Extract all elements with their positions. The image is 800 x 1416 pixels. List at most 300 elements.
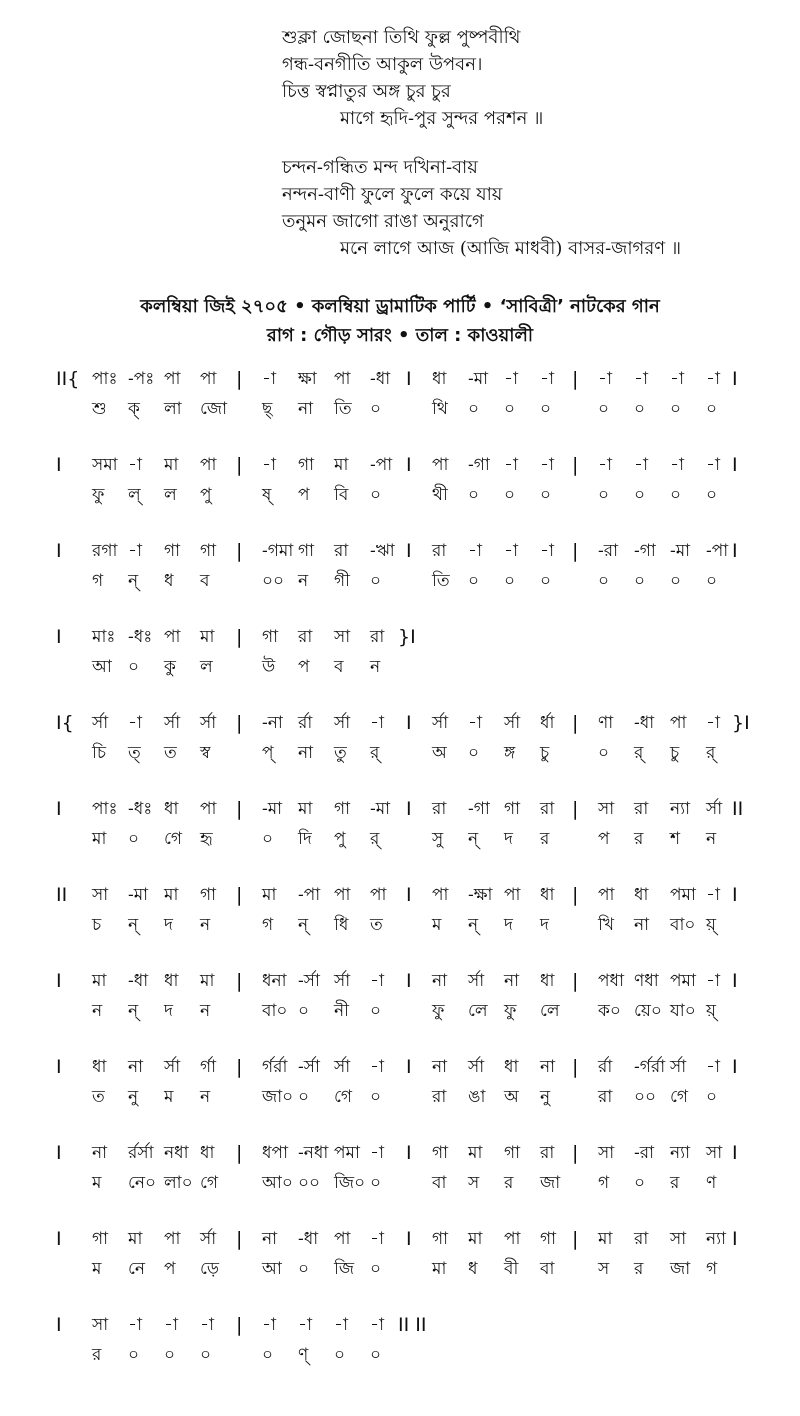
swara-note: -পঃ bbox=[128, 369, 155, 389]
bar-line: | bbox=[236, 1314, 243, 1336]
lyric-syllable: ল bbox=[200, 657, 213, 677]
bar-line-open: I bbox=[56, 1314, 62, 1336]
swara-note: -পা bbox=[706, 541, 729, 561]
bar-line: | bbox=[572, 884, 579, 906]
swara-note: -া bbox=[670, 369, 684, 389]
lyric-syllable: থী bbox=[432, 485, 448, 505]
lyric-syllable: জা bbox=[540, 1173, 561, 1193]
swara-note: -া bbox=[504, 369, 518, 389]
lyric-syllable: ন্ bbox=[468, 915, 479, 935]
swara-note: মা bbox=[92, 971, 107, 991]
swara-note: ধা bbox=[504, 1057, 519, 1077]
lyric-syllable: গে bbox=[164, 829, 183, 849]
lyric-syllable: ০ bbox=[128, 829, 140, 849]
swara-note: না bbox=[262, 1229, 278, 1249]
raga-tala-info: রাগ : গৌড় সারং • তাল : কাওয়ালী bbox=[266, 325, 534, 346]
lyric-syllable: ০ bbox=[706, 399, 718, 419]
lyric-syllable: ন bbox=[200, 915, 211, 935]
bar-line: I bbox=[406, 798, 412, 820]
lyric-syllable: জি bbox=[334, 1259, 355, 1279]
swara-note: -া bbox=[370, 1229, 384, 1249]
swara-note: র্রর্সা bbox=[128, 1143, 154, 1163]
swara-note: -া bbox=[370, 971, 384, 991]
notation-row bbox=[0, 1056, 800, 1116]
swara-note: -া bbox=[540, 369, 554, 389]
swara-note: র্ধা bbox=[540, 713, 555, 733]
swara-note: পমা bbox=[334, 1143, 360, 1163]
lyric-syllable: গী bbox=[334, 571, 351, 591]
swara-note: ন্যা bbox=[670, 1143, 691, 1163]
bar-line-close: I bbox=[732, 970, 738, 992]
lyric-syllable: নে০ bbox=[128, 1173, 157, 1193]
lyric-syllable: না bbox=[634, 915, 650, 935]
lyric-syllable: ০ bbox=[468, 743, 480, 763]
song-info-header bbox=[0, 292, 800, 350]
swara-note: র্রা bbox=[298, 713, 313, 733]
lyric-syllable: ০ bbox=[298, 1259, 310, 1279]
swara-note: ধনা bbox=[262, 971, 287, 991]
bar-line-open: I bbox=[56, 454, 62, 476]
record-info: কলম্বিয়া জিই ২৭০৫ • কলম্বিয়া ড্রামাটিক পার্টি • ‘সাবিত্রী’ নাটকের গান bbox=[140, 296, 660, 317]
bar-line-close: I bbox=[732, 1056, 738, 1078]
lyrics-line: চিত্ত স্বপ্নাতুর অঙ্গ চুর চুর bbox=[282, 81, 451, 102]
bar-line-open: I bbox=[56, 1142, 62, 1164]
bar-line: I bbox=[406, 1228, 412, 1250]
lyric-syllable: অ bbox=[504, 1087, 519, 1107]
swara-note: গা bbox=[504, 799, 521, 819]
bar-line-close: II II bbox=[398, 1314, 427, 1336]
swara-note: গা bbox=[334, 799, 351, 819]
swara-note: মা bbox=[128, 1229, 143, 1249]
swara-note: গা bbox=[262, 627, 279, 647]
swara-note: পা bbox=[432, 455, 449, 475]
lyric-syllable: জো bbox=[200, 399, 228, 419]
swara-note: না bbox=[432, 971, 448, 991]
lyric-syllable: দ bbox=[164, 915, 173, 935]
swara-note: -ধঃ bbox=[128, 799, 153, 819]
swara-note: ধা bbox=[164, 971, 179, 991]
swara-note: -া bbox=[370, 1143, 384, 1163]
lyric-syllable: নী bbox=[334, 1001, 350, 1021]
swara-note: না bbox=[432, 1057, 448, 1077]
lyric-syllable: তু bbox=[334, 743, 347, 763]
lyric-syllable: ০ bbox=[370, 485, 382, 505]
bar-line: | bbox=[572, 368, 579, 390]
lyrics-stanza-1 bbox=[282, 24, 762, 132]
lyric-syllable: ০ bbox=[540, 485, 552, 505]
lyric-syllable: ০ bbox=[598, 485, 610, 505]
lyric-syllable: র্ bbox=[370, 743, 380, 763]
lyric-syllable: র bbox=[92, 1345, 102, 1365]
swara-note: রগা bbox=[92, 541, 118, 561]
swara-note: রা bbox=[634, 799, 649, 819]
lyric-syllable: পু bbox=[334, 829, 346, 849]
swara-note: র্সা bbox=[334, 1057, 351, 1077]
lyric-syllable: গ bbox=[92, 571, 104, 591]
bar-line: I bbox=[406, 970, 412, 992]
swara-note: -া bbox=[598, 369, 612, 389]
bar-line-close: I bbox=[732, 368, 738, 390]
lyric-syllable: বা০ bbox=[670, 915, 696, 935]
lyric-syllable: ক্ bbox=[128, 399, 140, 419]
swara-note: পা bbox=[670, 713, 687, 733]
lyric-syllable: ০ bbox=[334, 1345, 346, 1365]
swara-note: গা bbox=[540, 1229, 557, 1249]
swara-note: র্সা bbox=[200, 713, 217, 733]
lyric-syllable: ন bbox=[298, 571, 309, 591]
swara-note: -ধঃ bbox=[128, 627, 153, 647]
notation-row bbox=[0, 884, 800, 944]
lyric-syllable: ড়ে bbox=[200, 1259, 220, 1279]
lyric-syllable: য়্ bbox=[706, 915, 717, 935]
swara-note: -মা bbox=[128, 885, 149, 905]
bar-line-open: I bbox=[56, 1228, 62, 1250]
swara-note: রা bbox=[540, 1143, 555, 1163]
lyric-syllable: ০ bbox=[598, 399, 610, 419]
swara-note: -া bbox=[128, 713, 142, 733]
lyric-syllable: য়ে০ bbox=[634, 1001, 662, 1021]
lyric-syllable: গ bbox=[598, 1173, 610, 1193]
lyric-syllable: ০ bbox=[262, 829, 274, 849]
lyric-syllable: ন bbox=[370, 657, 381, 677]
lyric-syllable: যা০ bbox=[670, 1001, 696, 1021]
swara-note: -ধা bbox=[634, 713, 655, 733]
swara-note: গা bbox=[164, 541, 181, 561]
bar-line: | bbox=[236, 798, 243, 820]
notation-row bbox=[0, 454, 800, 514]
swara-note: -া bbox=[370, 1315, 384, 1335]
swara-note: -া bbox=[370, 713, 384, 733]
swara-note: পা bbox=[200, 369, 217, 389]
lyric-syllable: চু bbox=[540, 743, 550, 763]
lyric-syllable: ণ্ bbox=[298, 1345, 309, 1365]
lyric-syllable: নে bbox=[128, 1259, 146, 1279]
lyric-syllable: ০ bbox=[370, 1173, 382, 1193]
swara-note: -া bbox=[504, 455, 518, 475]
swara-note: ন্যা bbox=[706, 1229, 727, 1249]
lyric-syllable: র্ bbox=[706, 743, 716, 763]
lyric-syllable: র bbox=[540, 829, 550, 849]
lyric-syllable: খি bbox=[598, 915, 615, 935]
swara-note: পা bbox=[370, 885, 387, 905]
swara-note: মা bbox=[468, 1229, 483, 1249]
swara-note: ধা bbox=[92, 1057, 107, 1077]
swara-note: -া bbox=[540, 455, 554, 475]
lyric-syllable: ল্ bbox=[128, 485, 141, 505]
notation-row bbox=[0, 798, 800, 858]
lyric-syllable: ষ্ bbox=[262, 485, 272, 505]
lyric-syllable: প bbox=[164, 1259, 176, 1279]
swara-note: র্সা bbox=[164, 713, 181, 733]
lyric-syllable: প bbox=[598, 829, 610, 849]
lyric-syllable: ত bbox=[370, 915, 383, 935]
bar-line: I bbox=[406, 368, 412, 390]
swara-note: ণা bbox=[598, 713, 614, 733]
bar-line: | bbox=[236, 970, 243, 992]
lyric-syllable: ০ bbox=[634, 485, 646, 505]
lyric-syllable: র bbox=[504, 1173, 514, 1193]
swara-note: -মা bbox=[468, 369, 489, 389]
swara-note: ধা bbox=[540, 971, 555, 991]
lyric-syllable: লা০ bbox=[164, 1173, 193, 1193]
lyrics-line: মনে লাগে আজ (আজি মাধবী) বাসর-জাগরণ ॥ bbox=[340, 238, 682, 259]
bar-line: | bbox=[236, 368, 243, 390]
bar-line: | bbox=[572, 1142, 579, 1164]
swara-note: র্সা bbox=[468, 1057, 485, 1077]
lyric-syllable: ঙা bbox=[468, 1087, 486, 1107]
swara-note: পা bbox=[334, 1229, 351, 1249]
lyric-syllable: ফু bbox=[432, 1001, 445, 1021]
lyric-syllable: ন্ bbox=[128, 1001, 139, 1021]
lyric-syllable: গ bbox=[706, 1259, 718, 1279]
swara-note: র্সা bbox=[164, 1057, 181, 1077]
swara-note: মা bbox=[200, 627, 215, 647]
swara-note: পমা bbox=[670, 971, 696, 991]
swara-note: রা bbox=[298, 627, 313, 647]
swara-note: পা bbox=[200, 799, 217, 819]
lyric-syllable: ০ bbox=[298, 1087, 310, 1107]
swara-note: ক্ষা bbox=[298, 369, 317, 389]
lyrics-line: মাগে হৃদি-পুর সুন্দর পরশন ॥ bbox=[340, 108, 544, 129]
lyric-syllable: ন্ bbox=[298, 915, 309, 935]
bar-line: | bbox=[572, 454, 579, 476]
lyric-syllable: ত্ bbox=[128, 743, 141, 763]
lyric-syllable: ০ bbox=[370, 1087, 382, 1107]
swara-note: -গমা bbox=[262, 541, 294, 561]
swara-note: -া bbox=[164, 1315, 178, 1335]
notation-row bbox=[0, 1142, 800, 1202]
swara-note: পা bbox=[598, 885, 615, 905]
swara-note: পা bbox=[334, 885, 351, 905]
bar-line: | bbox=[236, 884, 243, 906]
swara-note: গা bbox=[200, 541, 217, 561]
swara-note: -া bbox=[468, 541, 482, 561]
lyric-syllable: রা bbox=[598, 1087, 613, 1107]
bar-line: | bbox=[236, 712, 243, 734]
swara-note: পাঃ bbox=[92, 799, 118, 819]
swara-note: র্সা bbox=[432, 713, 449, 733]
swara-note: গা bbox=[504, 1143, 521, 1163]
swara-note: মা bbox=[334, 455, 349, 475]
swara-note: ণধা bbox=[634, 971, 659, 991]
lyric-syllable: ০ bbox=[370, 1259, 382, 1279]
lyric-syllable: তি bbox=[432, 571, 450, 591]
swara-note: না bbox=[128, 1057, 144, 1077]
swara-note: ধা bbox=[634, 885, 649, 905]
lyric-syllable: ত bbox=[164, 743, 177, 763]
lyric-syllable: দি bbox=[298, 829, 312, 849]
swara-note: -না bbox=[262, 713, 283, 733]
swara-note: গা bbox=[432, 1229, 449, 1249]
lyric-syllable: চু bbox=[670, 743, 680, 763]
lyric-syllable: গে bbox=[200, 1173, 219, 1193]
swara-note: সমা bbox=[92, 455, 118, 475]
bar-line: I bbox=[406, 540, 412, 562]
lyric-syllable: না bbox=[298, 743, 314, 763]
lyric-syllable: ছ্ bbox=[262, 399, 273, 419]
lyric-syllable: ত bbox=[92, 1087, 105, 1107]
swara-note: পা bbox=[200, 455, 217, 475]
swara-note: -া bbox=[670, 455, 684, 475]
swara-note: সা bbox=[334, 627, 351, 647]
swara-note: র্সা bbox=[504, 713, 521, 733]
swara-note: মাঃ bbox=[92, 627, 116, 647]
lyric-syllable: উ bbox=[262, 657, 276, 677]
swara-note: -া bbox=[262, 455, 276, 475]
swara-note: -া bbox=[128, 1315, 142, 1335]
swara-note: র্গা bbox=[200, 1057, 217, 1077]
swara-note: -া bbox=[706, 971, 720, 991]
lyrics-line: তনুমন জাগো রাঙা অনুরাগে bbox=[282, 211, 484, 232]
swara-note: -া bbox=[706, 455, 720, 475]
bar-line-open: I bbox=[56, 1056, 62, 1078]
swara-note: র্সা bbox=[334, 971, 351, 991]
bar-line-close: I bbox=[732, 1142, 738, 1164]
lyric-syllable: ০ bbox=[634, 571, 646, 591]
lyric-syllable: ন bbox=[706, 829, 717, 849]
swara-note: গা bbox=[92, 1229, 109, 1249]
lyric-syllable: ন bbox=[92, 1001, 103, 1021]
swara-note: পা bbox=[164, 369, 181, 389]
notation-row bbox=[0, 1228, 800, 1288]
notation-row bbox=[0, 626, 800, 686]
swara-note: -া bbox=[706, 369, 720, 389]
swara-note: -র্সা bbox=[298, 971, 320, 991]
swara-note: র্সা bbox=[706, 799, 723, 819]
notation-row bbox=[0, 970, 800, 1030]
swara-note: -ধা bbox=[370, 369, 391, 389]
lyrics-line: চন্দন-গন্ধিত মন্দ দখিনা-বায় bbox=[282, 157, 478, 178]
lyric-syllable: ০ bbox=[504, 485, 516, 505]
lyric-syllable: দ bbox=[504, 829, 513, 849]
swara-note: মা bbox=[164, 455, 179, 475]
lyric-syllable: বী bbox=[504, 1259, 519, 1279]
lyric-syllable: চি bbox=[92, 743, 107, 763]
swara-note: রা bbox=[432, 541, 447, 561]
lyric-syllable: ০ bbox=[370, 571, 382, 591]
swara-note: -মা bbox=[670, 541, 691, 561]
lyric-syllable: মা bbox=[432, 1259, 447, 1279]
lyric-syllable: ক০ bbox=[598, 1001, 621, 1021]
lyric-syllable: দ bbox=[540, 915, 549, 935]
lyric-syllable: স bbox=[468, 1173, 480, 1193]
swara-note: -া bbox=[370, 1057, 384, 1077]
swara-note: সা bbox=[92, 885, 109, 905]
lyric-syllable: ০ bbox=[634, 399, 646, 419]
lyric-syllable: শু bbox=[92, 399, 107, 419]
lyric-syllable: হৃ bbox=[200, 829, 213, 849]
lyric-syllable: ০ bbox=[706, 1087, 718, 1107]
lyric-syllable: ০ bbox=[370, 399, 382, 419]
lyric-syllable: প bbox=[298, 657, 310, 677]
bar-line-close: I bbox=[732, 540, 738, 562]
lyric-syllable: র bbox=[670, 1173, 680, 1193]
bar-line: | bbox=[236, 454, 243, 476]
bar-line: | bbox=[572, 712, 579, 734]
swara-note: সা bbox=[706, 1143, 723, 1163]
lyric-syllable: অ bbox=[432, 743, 447, 763]
lyric-syllable: দ bbox=[504, 915, 513, 935]
swara-note: মা bbox=[200, 971, 215, 991]
lyric-syllable: ন্ bbox=[128, 571, 139, 591]
lyric-syllable: শ bbox=[670, 829, 681, 849]
swara-note: -নধা bbox=[298, 1143, 329, 1163]
swara-note: -া bbox=[540, 541, 554, 561]
lyric-syllable: লে bbox=[540, 1001, 560, 1021]
swara-note: রা bbox=[634, 1229, 649, 1249]
lyric-syllable: ধ bbox=[164, 571, 174, 591]
swara-note: -া bbox=[298, 1315, 312, 1335]
lyric-syllable: ০০ bbox=[298, 1173, 321, 1193]
lyric-syllable: দ bbox=[164, 1001, 173, 1021]
lyric-syllable: ০ bbox=[540, 571, 552, 591]
bar-line: | bbox=[236, 1228, 243, 1250]
swara-note: পাঃ bbox=[92, 369, 118, 389]
lyric-syllable: র bbox=[634, 1259, 644, 1279]
swara-note: -া bbox=[598, 455, 612, 475]
lyric-syllable: ০ bbox=[670, 485, 682, 505]
lyric-syllable: স্ব bbox=[200, 743, 211, 763]
lyric-syllable: ন bbox=[200, 1001, 211, 1021]
swara-note: -ঋা bbox=[370, 541, 395, 561]
lyric-syllable: ০ bbox=[128, 1345, 140, 1365]
bar-line: I bbox=[406, 712, 412, 734]
swara-note: সা bbox=[670, 1229, 687, 1249]
swara-note: পা bbox=[164, 1229, 181, 1249]
swara-note: র্সা bbox=[334, 713, 351, 733]
bar-line-open: I bbox=[56, 798, 62, 820]
swara-note: পা bbox=[504, 885, 521, 905]
lyric-syllable: ০ bbox=[670, 571, 682, 591]
swara-note: সা bbox=[598, 1143, 615, 1163]
bar-line-open: II{ bbox=[56, 368, 80, 390]
lyric-syllable: র্ bbox=[634, 743, 644, 763]
swara-note: গা bbox=[200, 885, 217, 905]
swara-note: র্রা bbox=[598, 1057, 613, 1077]
lyric-syllable: ঙ্গ bbox=[504, 743, 516, 763]
swara-note: র্সা bbox=[92, 713, 109, 733]
lyric-syllable: তি bbox=[334, 399, 352, 419]
swara-note: -া bbox=[706, 885, 720, 905]
lyric-syllable: ০ bbox=[706, 571, 718, 591]
lyric-syllable: গ bbox=[262, 915, 274, 935]
swara-note: ধা bbox=[200, 1143, 215, 1163]
lyric-syllable: বা bbox=[432, 1173, 447, 1193]
swara-note: -া bbox=[128, 541, 142, 561]
lyric-syllable: বি bbox=[334, 485, 349, 505]
swara-note: পা bbox=[334, 369, 351, 389]
bar-line-open: II bbox=[56, 884, 68, 906]
swara-note: -পা bbox=[370, 455, 393, 475]
swara-note: মা bbox=[468, 1143, 483, 1163]
swara-note: ধা bbox=[540, 885, 555, 905]
lyric-syllable: ণ bbox=[706, 1173, 717, 1193]
lyric-syllable: ০ bbox=[128, 657, 140, 677]
swara-note: -ধা bbox=[128, 971, 149, 991]
lyric-syllable: ০ bbox=[634, 1173, 646, 1193]
lyric-syllable: ০ bbox=[504, 399, 516, 419]
lyric-syllable: আ bbox=[92, 657, 112, 677]
lyrics-line: গন্ধ-বনগীতি আকুল উপবন। bbox=[282, 54, 483, 75]
swara-note: রা bbox=[540, 799, 555, 819]
lyric-syllable: ন্ bbox=[468, 829, 479, 849]
swara-note: পধা bbox=[598, 971, 624, 991]
swara-note: -রা bbox=[598, 541, 619, 561]
lyric-syllable: গে bbox=[334, 1087, 353, 1107]
bar-line-close: }I bbox=[398, 626, 416, 648]
swara-note: -ক্ষা bbox=[468, 885, 493, 905]
lyric-syllable: ০ bbox=[298, 1001, 310, 1021]
